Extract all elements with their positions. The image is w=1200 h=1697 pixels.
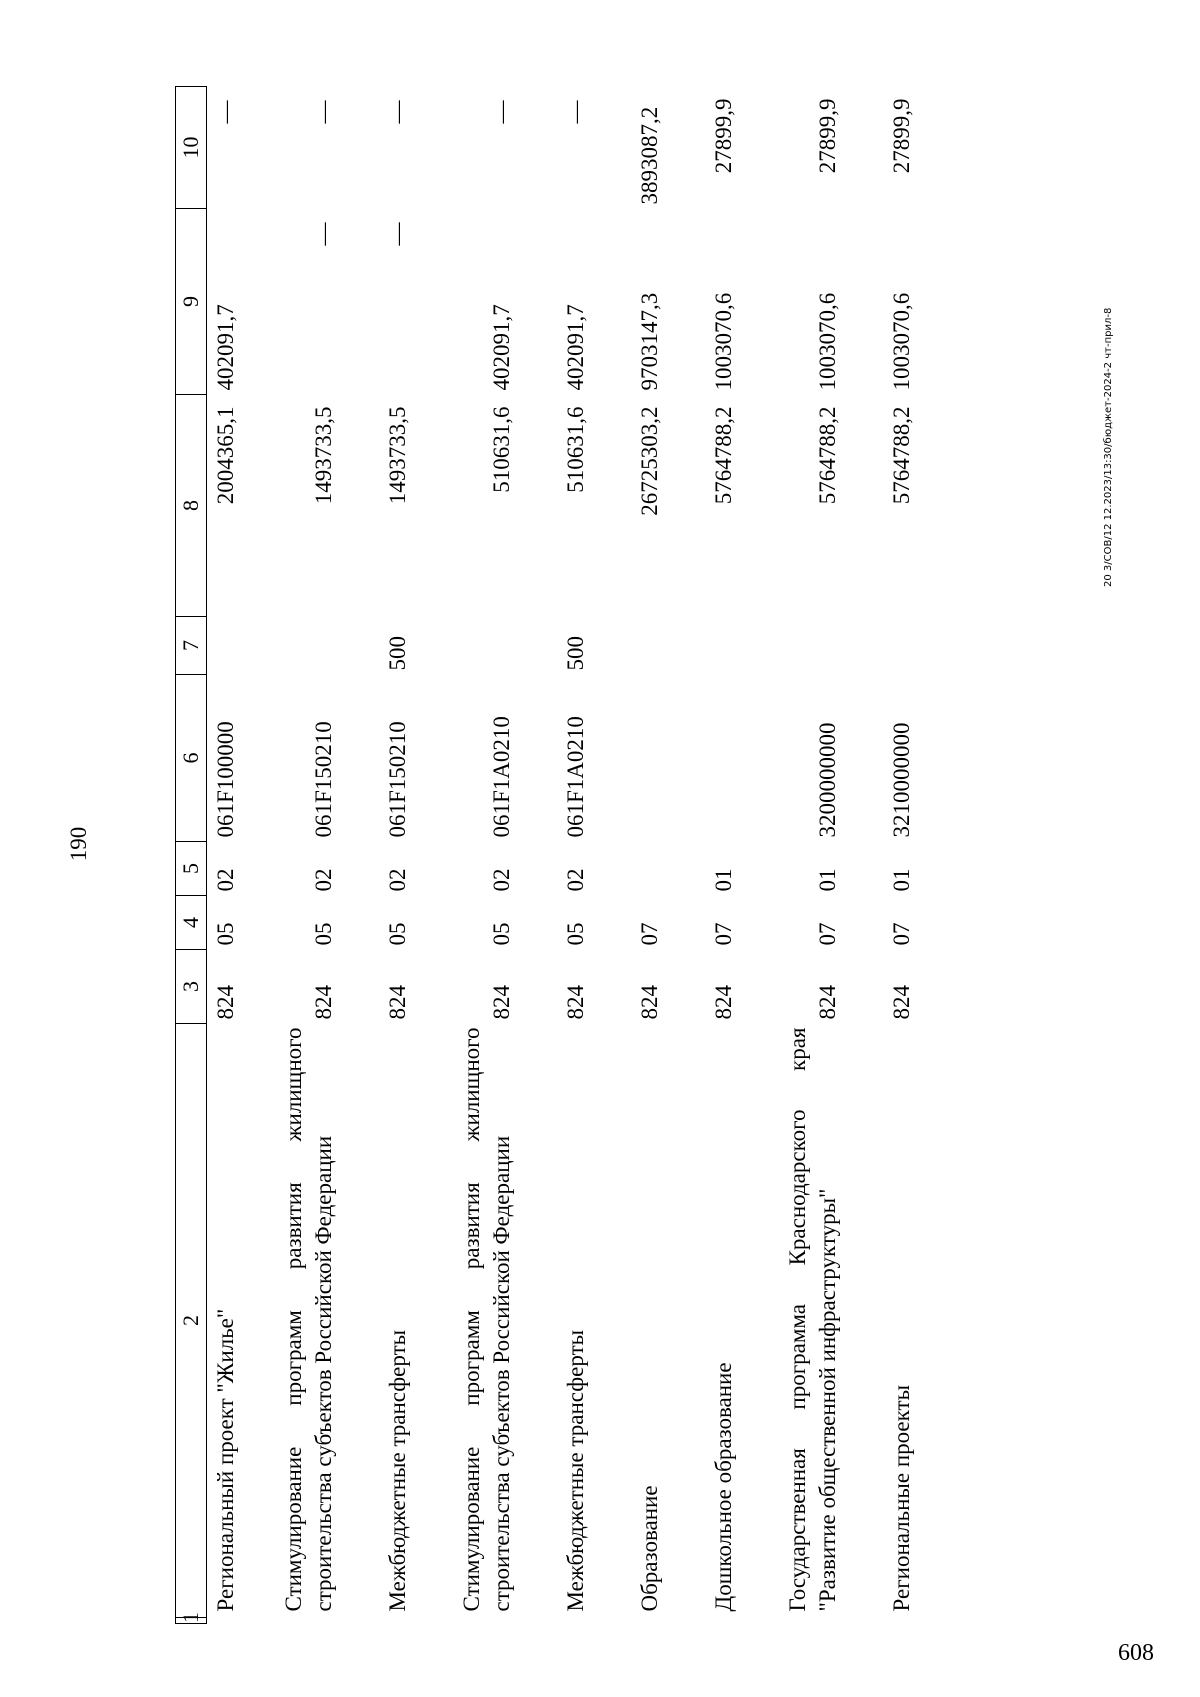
row-code-5: 02 [562, 868, 588, 892]
row-code-7: 500 [384, 636, 410, 671]
row-code-6: 061F150210 [384, 721, 410, 838]
row-code-4: 07 [814, 922, 840, 946]
row-value-8: 2004365,1 [212, 406, 238, 505]
row-code-4: 07 [710, 922, 736, 946]
row-code-5: 01 [710, 868, 736, 892]
row-code-7 [747, 617, 851, 675]
row-code-5 [599, 842, 673, 896]
row-code-5: 02 [310, 868, 336, 892]
row-name: Межбюджетные трансферты [384, 1329, 410, 1612]
row-name: Дошкольное образование [710, 1362, 736, 1612]
row-code-3: 824 [710, 985, 736, 1020]
row-code-3: 824 [636, 985, 662, 1020]
row-name: Стимулирование программ развития жилищного строительства субъектов Российской Федерации [458, 1027, 514, 1612]
row-value-9: 1003070,6 [888, 292, 914, 391]
col-header-3: 3 [176, 950, 207, 1024]
row-value-8: 5764788,2 [710, 406, 736, 505]
row-code-4: 07 [636, 922, 662, 946]
row-value-10: 27899,9 [710, 98, 736, 174]
row-code-5: 01 [814, 868, 840, 892]
row-value-10: — [310, 100, 336, 124]
row-code-7 [207, 617, 243, 675]
row-name: Стимулирование программ развития жилищного строительства субъектов Российской Федерации [280, 1027, 336, 1612]
row-code-5: 02 [384, 868, 410, 892]
row-value-8: 5764788,2 [814, 406, 840, 505]
row-code-3: 824 [384, 985, 410, 1020]
row-code-4: 07 [888, 922, 914, 946]
row-value-9: 402091,7 [212, 304, 238, 391]
page-number: 608 [1118, 1640, 1154, 1666]
col-header-8: 8 [176, 395, 207, 617]
table-row [851, 87, 925, 1624]
row-value-9: 1003070,6 [710, 292, 736, 391]
row-value-10: — [384, 100, 410, 124]
row-name: Государственная программа Краснодарского края "Развитие общественной инфраструктуры" [784, 1027, 840, 1612]
header-row [176, 87, 207, 1624]
row-code-6: 061F100000 [212, 721, 238, 838]
table-row [673, 87, 747, 1624]
col-header-7: 7 [176, 617, 207, 675]
row-value-9: 9703147,3 [636, 292, 662, 391]
col-header-10: 10 [176, 87, 207, 209]
table-row [421, 87, 525, 1624]
row-value-9: 1003070,6 [814, 292, 840, 391]
row-code-6: 061F1A0210 [488, 716, 514, 838]
col-header-9: 9 [176, 209, 207, 395]
row-code-3: 824 [212, 985, 238, 1020]
row-code-4: 05 [488, 922, 514, 946]
col-header-2: 2 [176, 1024, 207, 1618]
row-value-10: 27899,9 [888, 98, 914, 174]
row-value-9: 402091,7 [562, 304, 588, 391]
row-value-8: 26725303,2 [636, 406, 662, 516]
row-code-7 [851, 617, 925, 675]
row-value-10: 27899,9 [814, 98, 840, 174]
row-code-6: 3200000000 [814, 722, 840, 838]
row-code-3: 824 [488, 985, 514, 1020]
row-code-4: 05 [212, 922, 238, 946]
row-code-3: 824 [562, 985, 588, 1020]
row-value-10: — [562, 100, 588, 124]
row-value-8: 1493733,5 [384, 406, 410, 505]
row-name: Региональные проекты [888, 1384, 914, 1612]
row-code-4: 05 [384, 922, 410, 946]
row-code-7 [673, 617, 747, 675]
col-header-4: 4 [176, 896, 207, 950]
row-code-6: 3210000000 [888, 722, 914, 838]
row-name: Образование [636, 1485, 662, 1612]
row-value-10: — [212, 100, 238, 124]
budget-table [175, 86, 925, 1624]
row-value-8: 510631,6 [562, 406, 588, 493]
row-code-7 [599, 617, 673, 675]
row-name: Межбюджетные трансферты [562, 1329, 588, 1612]
row-value-9: — [384, 222, 410, 246]
row-name: Региональный проект "Жилье" [212, 1308, 238, 1612]
row-code-4: 05 [310, 922, 336, 946]
row-value-9: — [310, 222, 336, 246]
row-code-5: 02 [212, 868, 238, 892]
table-row [207, 87, 243, 1624]
row-code-4: 05 [562, 922, 588, 946]
row-value-8: 1493733,5 [310, 406, 336, 505]
row-code-7: 500 [562, 636, 588, 671]
row-value-8: 5764788,2 [888, 406, 914, 505]
row-code-6: 061F1A0210 [562, 716, 588, 838]
row-code-6: 061F150210 [310, 721, 336, 838]
col-header-6: 6 [176, 675, 207, 842]
table-row [747, 87, 851, 1624]
row-code-5: 02 [488, 868, 514, 892]
col-header-5: 5 [176, 842, 207, 896]
row-code-7 [243, 617, 347, 675]
row-code-6 [673, 675, 747, 842]
row-code-6 [599, 675, 673, 842]
document-number: 190 [66, 826, 91, 862]
row-code-5: 01 [888, 868, 914, 892]
table-row [347, 87, 421, 1624]
row-code-3: 824 [814, 985, 840, 1020]
row-code-7 [421, 617, 525, 675]
table-row [243, 87, 347, 1624]
row-value-10: 3893087,2 [636, 106, 662, 205]
row-value-10: — [488, 100, 514, 124]
table-row [599, 87, 673, 1624]
col-header-1: 1 [176, 1618, 207, 1624]
row-code-3: 824 [888, 985, 914, 1020]
footer-stamp: 20 3/СОВ/12 12.2023/13:30/бюджет-2024-2 чт-прил-8 [1103, 307, 1114, 587]
row-value-8: 510631,6 [488, 406, 514, 493]
row-code-3: 824 [310, 985, 336, 1020]
row-value-9: 402091,7 [488, 304, 514, 391]
table-row [525, 87, 599, 1624]
